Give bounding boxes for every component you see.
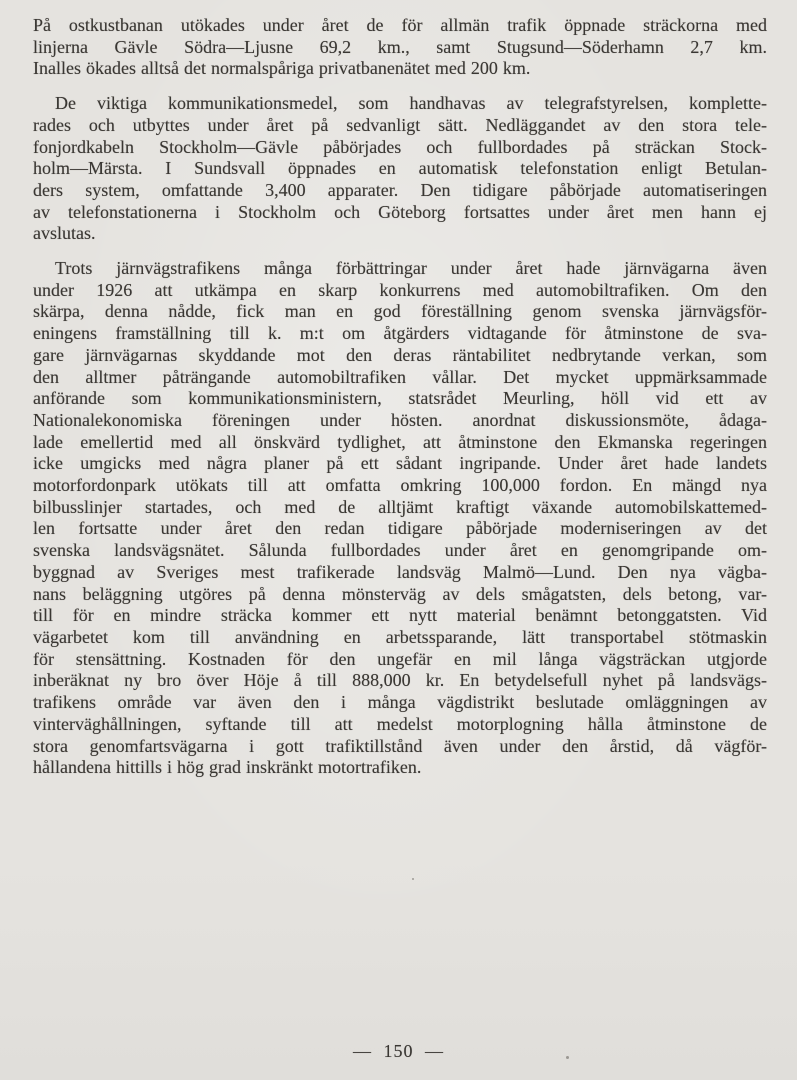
text-line: vägarbetet kom till användning en arbetssparande, lätt transportabel stötmaskin — [33, 626, 767, 647]
text-line: fonjordkabeln Stockholm—Gävle påbörjades och fullbordades på sträckan Stock- — [33, 136, 767, 157]
paragraph-3 — [33, 258, 767, 779]
text-line: De viktiga kommunikationsmedel, som handhavas av telegrafstyrelsen, komplette- — [55, 93, 767, 114]
scan-speck — [412, 878, 414, 880]
paragraph-2 — [33, 93, 767, 245]
text-line: icke umgicks med några planer på ett sådant ingripande. Under året hade landets — [33, 453, 767, 474]
text-line: motorfordonpark utökats till att omfatta omkring 100,000 fordon. En mängd nya — [33, 475, 767, 496]
text-line: ders system, omfattande 3,400 apparater. Den tidigare påbörjade automatiseringen — [33, 179, 767, 200]
text-line: linjerna Gävle Södra—Ljusne 69,2 km., samt Stugsund—Söderhamn 2,7 km. — [33, 36, 767, 57]
text-line: skärpa, denna nådde, fick man en god föreställning genom svenska järnvägsför- — [33, 301, 767, 322]
text-line: Trots järnvägstrafikens många förbättringar under året hade järnvägarna även — [55, 258, 767, 279]
page-number: — 150 — — [353, 1041, 444, 1061]
text-line: gare järnvägarnas skyddande mot den deras räntabilitet nedbrytande verkan, som — [33, 344, 767, 365]
page-text-block — [33, 15, 767, 779]
text-line: bilbusslinjer startades, och med de alltjämt kraftigt växande automobilskattemed- — [33, 496, 767, 517]
text-line: för stensättning. Kostnaden för den ungefär en mil långa vägsträckan utgjorde — [33, 648, 767, 669]
text-line: holm—Märsta. I Sundsvall öppnades en automatisk telefonstation enligt Betulan- — [33, 158, 767, 179]
text-line: Inalles ökades alltså det normalspåriga privatbanenätet med 200 km. — [33, 58, 531, 79]
text-line: under 1926 att utkämpa en skarp konkurrens med automobiltrafiken. Om den — [33, 279, 767, 300]
text-line: eningens framställning till k. m:t om åtgärders vidtagande för åtminstone de sva- — [33, 323, 767, 344]
text-line: nans beläggning utgöres på denna mönsterväg av dels smågatsten, dels betong, var- — [33, 583, 767, 604]
text-line: lade emellertid med all önskvärd tydlighet, att åtminstone den Ekmanska regeringen — [33, 431, 767, 452]
text-line: rades och utbyttes under året på sedvanligt sätt. Nedläggandet av den stora tele- — [33, 114, 767, 135]
text-line: stora genomfartsvägarna i gott trafiktillstånd även under den årstid, då vägför- — [33, 735, 767, 756]
text-line: till för en mindre sträcka kommer ett nytt material benämnt betonggatsten. Vid — [33, 605, 767, 626]
text-line: vinterväghållningen, syftande till att medelst motorplogning hålla åtminstone de — [33, 713, 767, 734]
scan-speck — [242, 22, 244, 24]
scan-speck — [566, 1056, 569, 1059]
text-line: På ostkustbanan utökades under året de för allmän trafik öppnade sträckorna med — [33, 15, 767, 35]
text-line: svenska landsvägsnätet. Sålunda fullbordades under året en genomgripande om- — [33, 540, 767, 561]
text-line: avslutas. — [33, 223, 96, 244]
text-line: Nationalekonomiska föreningen under hösten. anordnat diskussionsmöte, ådaga- — [33, 409, 767, 430]
text-line: len fortsatte under året den redan tidigare påbörjade moderniseringen av det — [33, 518, 767, 539]
text-line: byggnad av Sveriges mest trafikerade landsväg Malmö—Lund. Den nya vägba- — [33, 561, 767, 582]
paragraph-1 — [33, 15, 767, 80]
text-line: inberäknat ny bro över Höje å till 888,000 kr. En betydelsefull nyhet på landsvägs- — [33, 670, 767, 691]
text-line: anförande som kommunikationsministern, statsrådet Meurling, höll vid ett av — [33, 388, 767, 409]
text-line: av telefonstationerna i Stockholm och Göteborg fortsattes under året men hann ej — [33, 201, 767, 222]
text-line: den alltmer påträngande automobiltrafiken vållar. Det mycket uppmärksammade — [33, 366, 767, 387]
text-line: trafikens område var även den i många vägdistrikt beslutade omläggningen av — [33, 692, 767, 713]
text-line: hållandena hittills i hög grad inskränkt motortrafiken. — [33, 757, 422, 778]
